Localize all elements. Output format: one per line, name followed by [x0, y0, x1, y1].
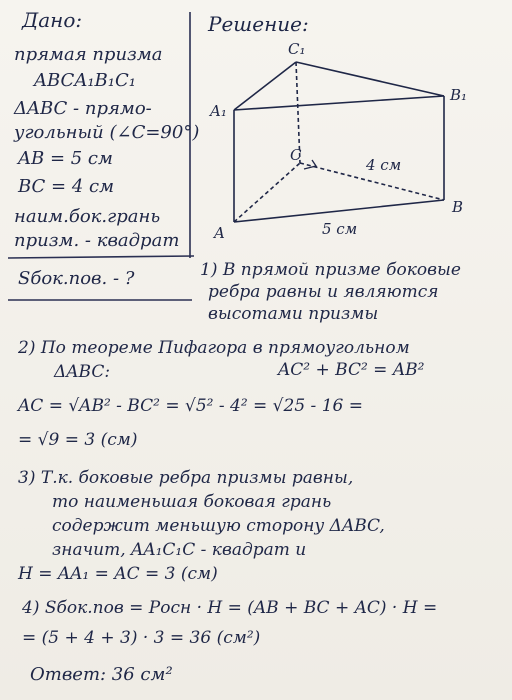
vertex-label-c1: C₁ [288, 40, 306, 58]
given-line: ABCA₁B₁C₁ [34, 70, 136, 91]
solution-step: AC = √AB² - BC² = √5² - 4² = √25 - 16 = [18, 396, 363, 416]
solution-step: значит, AA₁C₁C - квадрат и [52, 540, 307, 560]
answer-line: Ответ: 36 см² [30, 664, 173, 685]
vertex-label-a1: A₁ [210, 102, 227, 120]
solution-step: высотами призмы [208, 304, 379, 324]
solution-step: 2) По теореме Пифагора в прямоугольном [18, 338, 410, 358]
given-line: AB = 5 см [18, 148, 113, 169]
given-line: BC = 4 см [18, 176, 115, 197]
given-line: прямая призма [14, 44, 163, 65]
vertex-label-b: B [452, 198, 464, 216]
solution-step: 1) В прямой призме боковые [200, 260, 461, 280]
solution-step: содержит меньшую сторону ΔABC, [52, 516, 385, 536]
given-line: наим.бок.грань [14, 206, 161, 227]
vertex-label-c: C [290, 146, 302, 164]
solution-header: Решение: [208, 12, 309, 36]
solution-step: 4) Sбок.пов = Pосн · H = (AB + BC + AC) · H = [22, 598, 438, 618]
given-line: угольный (∠C=90°) [14, 122, 200, 143]
given-line: ΔABC - прямо- [14, 98, 152, 119]
solution-step: = √9 = 3 (см) [18, 430, 138, 450]
solution-step: AC² + BC² = AB² [278, 360, 425, 380]
find-line: Sбок.пов. - ? [18, 268, 135, 289]
bc-length-label: 4 см [366, 156, 402, 174]
solution-step: ребра равны и являются [208, 282, 439, 302]
solution-step: ΔABC: [54, 362, 111, 382]
vertex-label-a: A [214, 224, 225, 242]
ab-length-label: 5 см [322, 220, 358, 238]
solution-step: 3) Т.к. боковые ребра призмы равны, [18, 468, 354, 488]
vertex-label-b1: B₁ [450, 86, 468, 104]
solution-step: то наименьшая боковая грань [52, 492, 332, 512]
solution-step: H = AA₁ = AC = 3 (см) [18, 564, 218, 584]
given-header: Дано: [22, 8, 83, 32]
solution-step: = (5 + 4 + 3) · 3 = 36 (см²) [22, 628, 261, 648]
given-line: призм. - квадрат [14, 230, 180, 251]
